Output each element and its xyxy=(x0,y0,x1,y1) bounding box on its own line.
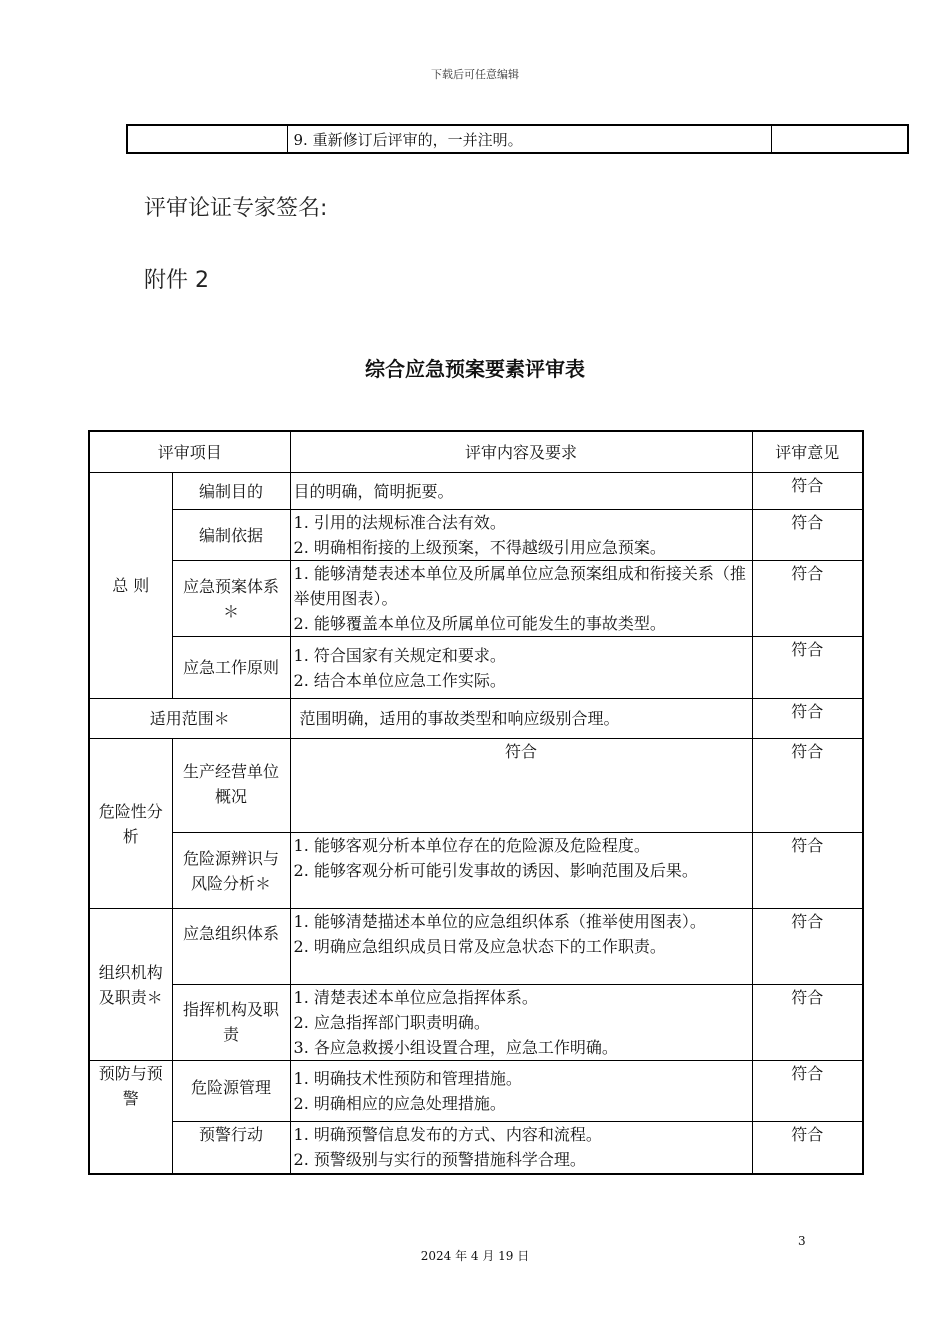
page-number: 3 xyxy=(798,1234,806,1248)
sub-item: 指挥机构及职责 xyxy=(172,985,290,1061)
requirement-line: 1. 能够清楚描述本单位的应急组织体系（推举使用图表）。 xyxy=(293,912,706,931)
requirement-line: 1. 能够客观分析本单位存在的危险源及危险程度。 xyxy=(293,836,650,855)
requirement-cell xyxy=(290,1122,752,1174)
sub-item: 应急预案体系＊ xyxy=(172,561,290,637)
requirement-cell xyxy=(290,699,752,739)
table-row xyxy=(127,125,908,153)
table-row xyxy=(89,1122,863,1174)
header-content: 评审内容及要求 xyxy=(290,431,752,473)
requirement-line: 2. 应急指挥部门职责明确。 xyxy=(293,1013,490,1032)
requirement-cell xyxy=(290,1061,752,1122)
opinion-cell: 符合 xyxy=(752,739,863,833)
table-row xyxy=(89,699,863,739)
requirement-cell xyxy=(290,833,752,909)
table-row xyxy=(89,1061,863,1122)
opinion-cell: 符合 xyxy=(752,510,863,561)
attachment-label: 附件 2 xyxy=(144,268,209,293)
group-scope: 适用范围＊ xyxy=(89,699,290,739)
opinion-cell: 符合 xyxy=(752,1061,863,1122)
requirement-line: 1. 符合国家有关规定和要求。 xyxy=(293,645,506,665)
empty-cell xyxy=(771,125,908,153)
header-note: 下载后可任意编辑 xyxy=(431,68,519,81)
requirement-cell xyxy=(290,510,752,561)
table-row xyxy=(89,739,863,833)
requirement-line: 1. 明确技术性预防和管理措施。 xyxy=(293,1069,522,1088)
requirement-cell xyxy=(290,561,752,637)
table-row xyxy=(89,510,863,561)
item-cell: 9. 重新修订后评审的，一并注明。 xyxy=(287,125,771,153)
requirement-cell xyxy=(290,909,752,985)
sub-item: 生产经营单位概况 xyxy=(172,739,290,833)
requirement-line: 2. 能够客观分析可能引发事故的诱因、影响范围及后果。 xyxy=(293,861,698,880)
group-prevention: 预防与预警 xyxy=(89,1061,172,1174)
requirement-line: 1. 能够清楚表述本单位及所属单位应急预案组成和衔接关系（推举使用图表）。 xyxy=(293,564,746,608)
opinion-cell: 符合 xyxy=(752,985,863,1061)
table-row xyxy=(89,473,863,510)
page-title: 综合应急预案要素评审表 xyxy=(365,357,585,381)
table-row xyxy=(89,909,863,985)
requirement-line: 2. 明确相衔接的上级预案，不得越级引用应急预案。 xyxy=(293,538,666,557)
group-risk: 危险性分析 xyxy=(89,739,172,909)
requirement-line: 3. 各应急救援小组设置合理，应急工作明确。 xyxy=(293,1038,618,1057)
review-table xyxy=(88,430,864,1175)
sub-item: 预警行动 xyxy=(172,1122,290,1174)
footer-date: 2024 年 4 月 19 日 xyxy=(420,1249,530,1263)
opinion-cell: 符合 xyxy=(752,1122,863,1174)
requirement-line: 2. 能够覆盖本单位及所属单位可能发生的事故类型。 xyxy=(293,614,666,633)
requirement-cell xyxy=(290,985,752,1061)
opinion-cell: 符合 xyxy=(752,909,863,985)
requirement-cell xyxy=(290,739,752,833)
table-row xyxy=(89,985,863,1061)
requirement-line: 2. 明确应急组织成员日常及应急状态下的工作职责。 xyxy=(293,937,666,956)
signature-label: 评审论证专家签名: xyxy=(144,196,328,221)
opinion-cell: 符合 xyxy=(752,833,863,909)
sub-item: 编制目的 xyxy=(172,473,290,510)
table-header-row xyxy=(89,431,863,473)
requirement-line: 范围明确，适用的事故类型和响应级别合理。 xyxy=(299,709,620,728)
sub-item: 应急工作原则 xyxy=(172,637,290,699)
sub-item: 编制依据 xyxy=(172,510,290,561)
header-item: 评审项目 xyxy=(89,431,290,473)
requirement-line: 2. 明确相应的应急处理措施。 xyxy=(293,1094,506,1113)
header-opinion: 评审意见 xyxy=(752,431,863,473)
table-row xyxy=(89,637,863,699)
requirement-line: 符合 xyxy=(505,742,538,761)
previous-table-continuation xyxy=(126,124,909,154)
requirement-line: 目的明确，简明扼要。 xyxy=(293,481,454,501)
sub-item: 危险源辨识与风险分析＊ xyxy=(172,833,290,909)
empty-cell xyxy=(127,125,287,153)
table-row xyxy=(89,561,863,637)
group-general: 总 则 xyxy=(89,473,172,699)
opinion-cell: 符合 xyxy=(752,473,863,510)
requirement-line: 1. 引用的法规标准合法有效。 xyxy=(293,513,506,532)
requirement-line: 2. 预警级别与实行的预警措施科学合理。 xyxy=(293,1150,586,1169)
requirement-cell xyxy=(290,637,752,699)
requirement-cell xyxy=(290,473,752,510)
requirement-line: 1. 清楚表述本单位应急指挥体系。 xyxy=(293,988,538,1007)
requirement-line: 2. 结合本单位应急工作实际。 xyxy=(293,670,506,690)
opinion-cell: 符合 xyxy=(752,561,863,637)
requirement-line: 1. 明确预警信息发布的方式、内容和流程。 xyxy=(293,1125,602,1144)
sub-item: 应急组织体系 xyxy=(172,909,290,985)
table-row xyxy=(89,833,863,909)
opinion-cell: 符合 xyxy=(752,637,863,699)
sub-item: 危险源管理 xyxy=(172,1061,290,1122)
group-org: 组织机构及职责＊ xyxy=(89,909,172,1061)
opinion-cell: 符合 xyxy=(752,699,863,739)
